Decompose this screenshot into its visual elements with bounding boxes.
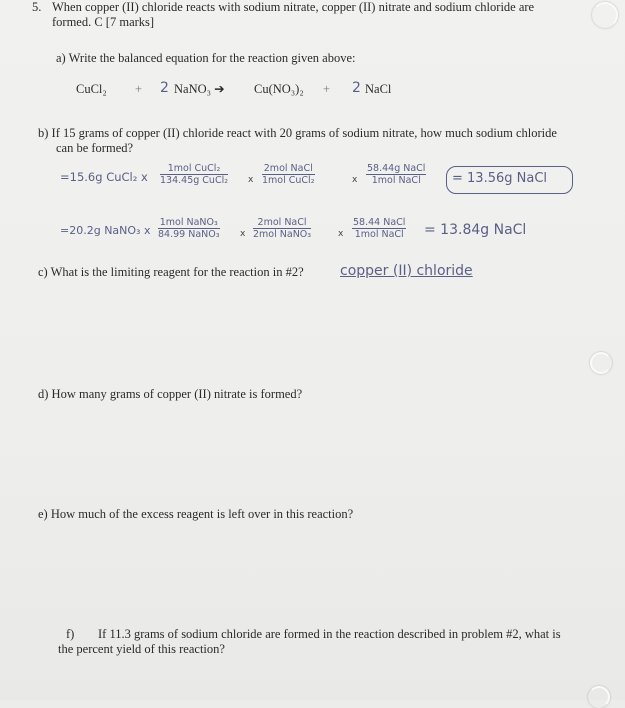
- part-c-answer: copper (II) chloride: [340, 263, 473, 279]
- part-e-prompt: e) How much of the excess reagent is left over in this reaction?: [38, 507, 354, 521]
- calc2-f3-denominator: 1mol NaCl: [354, 229, 404, 240]
- question-text-line2: formed. C [7 marks]: [52, 15, 155, 29]
- part-f-line2: the percent yield of this reaction?: [58, 642, 225, 656]
- equation-reactant1: CuCl₂: [76, 82, 107, 96]
- calc1-times1: x: [248, 175, 254, 185]
- calc1-f2-numerator: 2mol NaCl: [263, 163, 313, 174]
- calc2-result: = 13.84g NaCl: [424, 222, 527, 238]
- question-number: 5.: [32, 0, 42, 14]
- calc1-f1-denominator: 134.45g CuCl₂: [160, 175, 229, 186]
- equation-product1: Cu(NO₃)₂: [254, 82, 304, 96]
- calc2-times1: x: [240, 229, 246, 239]
- equation-plus2: +: [323, 82, 331, 96]
- calc2-f1-numerator: 1mol NaNO₃: [159, 217, 218, 228]
- equation-plus1: +: [135, 82, 143, 96]
- binder-ring-top: [592, 2, 618, 28]
- calc2-fraction2: [253, 217, 311, 240]
- calc1-times2: x: [352, 175, 358, 185]
- calc2-fraction1: [158, 217, 220, 240]
- calc2-start: =20.2g NaNO₃ x: [60, 224, 151, 237]
- calc1-result: = 13.56g NaCl: [452, 171, 548, 186]
- calc2-times2: x: [338, 229, 344, 239]
- calc1-f3-denominator: 1mol NaCl: [371, 175, 421, 186]
- part-f-line1: If 11.3 grams of sodium chloride are formed in the reaction described in problem #2, what is: [98, 627, 561, 641]
- part-a-prompt: a) Write the balanced equation for the reaction given above:: [56, 51, 356, 65]
- calc2-f3-numerator: 58.44 NaCl: [353, 217, 406, 228]
- calc1-start: =15.6g CuCl₂ x: [60, 170, 148, 184]
- calc1-fraction2: [262, 163, 315, 186]
- calc1-fraction1: [160, 163, 228, 186]
- binder-ring-middle: [590, 352, 612, 374]
- calc1-f3-numerator: 58.44g NaCl: [367, 163, 426, 174]
- binder-ring-bottom: [588, 686, 610, 708]
- calc2-fraction3: [352, 217, 406, 240]
- calc2-f2-denominator: 2mol NaNO₃: [253, 229, 312, 240]
- part-d-prompt: d) How many grams of copper (II) nitrate is formed?: [38, 387, 303, 401]
- part-f-label: f): [66, 627, 75, 641]
- calc2-f1-denominator: 84.99 NaNO₃: [158, 229, 220, 240]
- coefficient-2-nano3: 2: [160, 80, 169, 96]
- part-c-prompt: c) What is the limiting reagent for the reaction in #2?: [38, 265, 304, 279]
- part-b-prompt-line2: can be formed?: [56, 141, 134, 155]
- calc1-fraction3: [366, 163, 426, 186]
- calc1-f2-denominator: 1mol CuCl₂: [262, 175, 315, 186]
- question-text-line1: When copper (II) chloride reacts with sodium nitrate, copper (II) nitrate and sodium chloride are: [52, 0, 535, 14]
- equation-reactant2: NaNO₃ ➔: [174, 82, 225, 96]
- calc1-f1-numerator: 1mol CuCl₂: [160, 163, 228, 175]
- coefficient-2-nacl: 2: [352, 80, 361, 96]
- part-b-prompt-line1: b) If 15 grams of copper (II) chloride react with 20 grams of sodium nitrate, how much sodium chloride: [38, 126, 557, 140]
- equation-product2: NaCl: [365, 82, 392, 96]
- calc2-f2-numerator: 2mol NaCl: [253, 217, 311, 229]
